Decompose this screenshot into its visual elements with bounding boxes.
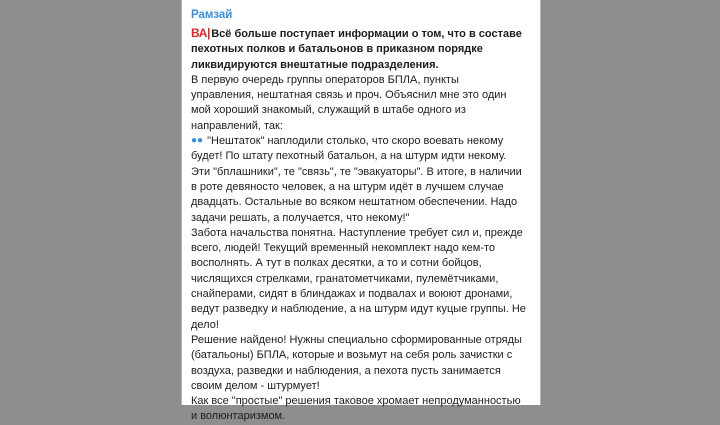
right-backdrop	[541, 0, 720, 405]
message-line	[191, 226, 532, 241]
message-line-text: ликвидируются внештатные подразделения.	[191, 58, 439, 71]
message-line	[191, 256, 532, 271]
speech-bubbles-icon: ●●	[191, 135, 204, 147]
message-line-text: Решение найдено! Нужны специально сформированные отряды	[191, 333, 522, 346]
message-line	[191, 241, 532, 256]
message-line	[191, 394, 532, 409]
message-line-text: снайперами, сидят в блиндажах и подвалах и воюют дронами,	[191, 288, 513, 301]
message-line	[191, 379, 532, 394]
message-line	[191, 364, 532, 379]
message-line-text: восполнять. А тут в полках десятки, а то и сотни бойцов,	[191, 257, 482, 270]
message-line-text: задачи решать, а получается, что некому!"	[191, 211, 410, 224]
message-bubble	[181, 0, 541, 423]
message-line	[191, 58, 532, 73]
message-line	[191, 287, 532, 302]
message-line	[191, 348, 532, 363]
message-line	[191, 272, 532, 287]
message-line	[191, 134, 532, 149]
message-line	[191, 119, 532, 134]
message-line	[191, 409, 532, 424]
important-badge: ВА|	[191, 26, 211, 40]
message-line-text: Эти "бплашники", те "связь", те "эвакуаторы". В итоге, в наличии	[191, 165, 522, 178]
message-line-text: направлений, так:	[191, 119, 283, 132]
message-line	[191, 180, 532, 195]
message-line-text: воздуха, разведки и наблюдения, а пехота пусть занимается	[191, 364, 501, 377]
message-line-text: своим делом - штурмует!	[191, 379, 320, 392]
message-text	[191, 26, 532, 425]
message-line-text: числящихся стрелками, гранатометчиками, пулемётчиками,	[191, 272, 499, 285]
message-line-text: всего, людей! Текущий временный некомплект надо кем-то	[191, 242, 496, 255]
message-line-text: в роте девяносто человек, а на штурм идёт в лучшем случае	[191, 180, 504, 193]
message-line	[191, 42, 532, 57]
message-line	[191, 302, 532, 317]
message-line-text: ведут разведку и наблюдение, а на штурм идут куцые группы. Не	[191, 303, 526, 316]
message-line-text: Как все "простые" решения таковое хромает непродуманностью	[191, 395, 521, 408]
message-line-text: и волюнтаризмом.	[191, 410, 286, 423]
message-line	[191, 195, 532, 210]
message-line-text: двадцать. Остальные во всяком нештатном обеспечении. Надо	[191, 196, 518, 209]
message-line	[191, 149, 532, 164]
message-line	[191, 333, 532, 348]
message-line	[191, 211, 532, 226]
message-line-text: (батальоны) БПЛА, которые и возьмут на себя роль зачистки с	[191, 349, 513, 362]
message-line	[191, 165, 532, 180]
message-line	[191, 103, 532, 118]
message-line-text: "Нештаток" наплодили столько, что скоро воевать некому	[207, 135, 504, 148]
message-line-text: Всё больше поступает информации о том, что в составе	[211, 28, 522, 40]
message-line-text: В первую очередь группы операторов БПЛА, пункты	[191, 73, 459, 86]
message-line-text: пехотных полков и батальонов в приказном порядке	[191, 43, 483, 56]
message-line-text: Забота начальства понятна. Наступление требует сил и, прежде	[191, 226, 523, 239]
sender-name[interactable]: Рамзай	[191, 9, 233, 21]
message-line-text: мой хороший знакомый, служащий в штабе одного из	[191, 104, 466, 117]
message-line	[191, 88, 532, 103]
message-line-text: дело!	[191, 318, 219, 331]
message-line	[191, 73, 532, 88]
left-backdrop	[0, 0, 181, 405]
message-line	[191, 26, 532, 42]
message-line	[191, 318, 532, 333]
message-line-text: управления, нештатная связь и проч. Объяснил мне это один	[191, 89, 507, 102]
message-line-text: будет! По штату пехотный батальон, а на штурм идти некому.	[191, 150, 507, 163]
